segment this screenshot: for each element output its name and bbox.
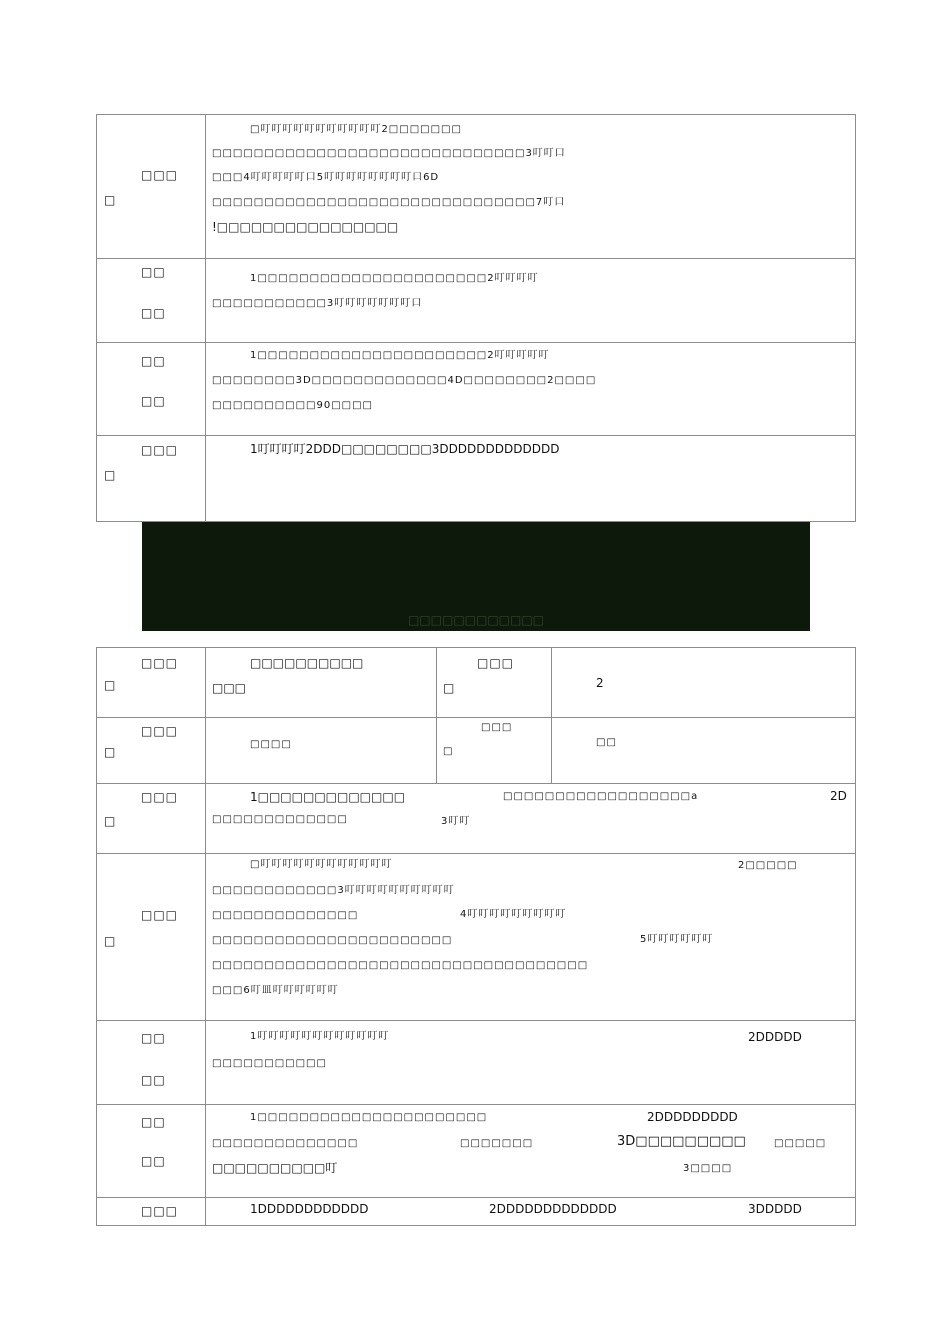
content-line: □□□□□□□□□□□□□□ (212, 1138, 359, 1149)
row-label-wrap: □□ (141, 1154, 166, 1168)
row-label: □□ (141, 265, 166, 279)
value-text: 2 (596, 676, 604, 690)
table-row (97, 1198, 856, 1226)
row-label-wrap: □ (104, 678, 116, 692)
content-line: !□□□□□□□□□□□□□□□□ (212, 220, 399, 234)
row-content-cell (206, 115, 856, 259)
value-line: □□□□□□□□□□ (250, 656, 364, 670)
row-value-cell (552, 648, 856, 718)
content-line: □□□□□□□□□□□□□□ (212, 910, 359, 921)
content-line: □□□□□□□ (460, 1138, 534, 1149)
content-line: □叮叮叮叮叮叮叮叮叮叮叮2□□□□□□□ (250, 124, 462, 135)
content-line: □□□6叮皿叮叮叮叮叮叮 (212, 985, 339, 996)
row-label-cell (97, 1198, 206, 1226)
table-row (97, 1021, 856, 1105)
content-line: 1DDDDDDDDDDDD (250, 1202, 369, 1216)
row-label: □□ (141, 354, 166, 368)
content-line: □□□□□□□□□□□□□□□□□□□□□□□ (212, 935, 453, 946)
row-content-cell (206, 1198, 856, 1226)
info-table-bottom (96, 647, 856, 1226)
row-label-wrap: □ (104, 814, 116, 828)
content-line: 1□□□□□□□□□□□□□□□□□□□□□□ (250, 1112, 488, 1123)
content-line: □□□□□□□□□□□□□□□□□□□□□□□□□□□□□□□□□□□□ (212, 960, 589, 971)
row-label-wrap: □ (104, 745, 116, 759)
dark-image-banner (142, 522, 810, 631)
content-line: 2DDDDD (748, 1030, 802, 1044)
row-label-cell (97, 343, 206, 436)
row-label-cell (97, 1021, 206, 1105)
content-line: □□□4叮叮叮叮叮口5叮叮叮叮叮叮叮叮口6D (212, 172, 440, 183)
row-label: □□□ (141, 443, 179, 457)
row-label: □□ (141, 1031, 166, 1045)
content-line: 3□□□□ (683, 1163, 733, 1174)
content-line: 2DDDDDDDDD (647, 1110, 738, 1124)
row-label: □□□ (141, 168, 179, 182)
table-row (97, 854, 856, 1021)
content-line: 4叮叮叮叮叮叮叮叮叮 (460, 909, 567, 920)
row-content-cell (206, 1105, 856, 1198)
content-line: 2□□□□□ (738, 860, 798, 871)
content-line: □□□□□□□□□□□□□ (212, 814, 348, 825)
row-label-cell (97, 436, 206, 522)
content-line: □叮叮叮叮叮叮叮叮叮叮叮叮 (250, 859, 393, 870)
row-content-cell (206, 436, 856, 522)
row-label-wrap: □ (104, 468, 116, 482)
row-label-wrap: □□ (141, 306, 166, 320)
table-row (97, 259, 856, 343)
row-label-wrap: □ (443, 746, 454, 757)
row-label-cell (97, 784, 206, 854)
content-line: 3DDDDD (748, 1202, 802, 1216)
content-line: □□□□□□□□□□□□□□□□□□a (503, 791, 699, 802)
row-label: □□□ (141, 724, 179, 738)
content-line: □□□□□□□□□□□□3叮叮叮叮叮叮叮叮叮叮 (212, 885, 455, 896)
content-line: 1□□□□□□□□□□□□□ (250, 790, 406, 804)
row-label-cell (437, 718, 552, 784)
row-label-cell (97, 648, 206, 718)
row-label: □□□ (141, 790, 179, 804)
value-text: □□□□ (250, 739, 292, 750)
content-line: 1□□□□□□□□□□□□□□□□□□□□□□2叮叮叮叮叮 (250, 350, 550, 361)
row-value-cell (206, 718, 437, 784)
content-line: □□□□□□□□□□□□□□□□□□□□□□□□□□□□□□□7叮口 (212, 197, 566, 208)
row-label-cell (97, 115, 206, 259)
table-row (97, 1105, 856, 1198)
table-row (97, 718, 856, 784)
row-label-cell (97, 854, 206, 1021)
table-row (97, 343, 856, 436)
content-line: 1□□□□□□□□□□□□□□□□□□□□□□2叮叮叮叮 (250, 273, 539, 284)
content-line: 2D (830, 789, 847, 803)
value-text: □□ (596, 737, 617, 748)
row-content-cell (206, 784, 856, 854)
row-label-wrap: □□ (141, 1073, 166, 1087)
content-line: □□□□□□□□□□90□□□□ (212, 400, 373, 411)
row-label-cell (97, 1105, 206, 1198)
content-line: 3叮叮 (441, 816, 471, 827)
row-label: □□□ (477, 656, 515, 670)
row-label-wrap: □ (104, 934, 116, 948)
content-line: □□□□□ (774, 1138, 827, 1149)
row-content-cell (206, 1021, 856, 1105)
content-line: 1叮叮叮叮2DDD□□□□□□□□3DDDDDDDDDDDDD (250, 442, 560, 456)
row-content-cell (206, 343, 856, 436)
row-label-wrap: □ (443, 681, 455, 695)
row-label: □□ (141, 1115, 166, 1129)
banner-caption: □□□□□□□□□□□□ (407, 613, 545, 627)
content-line: □□□□□□□□□□□3叮叮叮叮叮叮叮口 (212, 298, 423, 309)
row-label-cell (97, 718, 206, 784)
content-line: 3D□□□□□□□□□ (617, 1134, 746, 1149)
row-label: □□□ (141, 1204, 179, 1218)
value-line: □□□ (212, 681, 247, 695)
content-line: □□□□□□□□□□叮 (212, 1161, 338, 1175)
content-line: 2DDDDDDDDDDDDD (489, 1202, 617, 1216)
row-content-cell (206, 259, 856, 343)
row-label-wrap: □ (104, 193, 116, 207)
content-line: □□□□□□□□□□□ (212, 1058, 327, 1069)
content-line: 5叮叮叮叮叮叮 (640, 934, 714, 945)
row-label: □□□ (141, 908, 179, 922)
row-content-cell (206, 854, 856, 1021)
row-label-cell (437, 648, 552, 718)
info-table-top (96, 114, 856, 522)
row-label-cell (97, 259, 206, 343)
row-label: □□□ (141, 656, 179, 670)
row-label: □□□ (481, 722, 513, 733)
content-line: □□□□□□□□□□□□□□□□□□□□□□□□□□□□□□3叮叮口 (212, 148, 566, 159)
content-line: □□□□□□□□3D□□□□□□□□□□□□□4D□□□□□□□□2□□□□ (212, 375, 597, 386)
content-line: 1叮叮叮叮叮叮叮叮叮叮叮叮 (250, 1031, 390, 1042)
table-row (97, 115, 856, 259)
row-value-cell (552, 718, 856, 784)
table-row (97, 436, 856, 522)
table-row (97, 784, 856, 854)
row-value-cell (206, 648, 437, 718)
row-label-wrap: □□ (141, 394, 166, 408)
table-row (97, 648, 856, 718)
